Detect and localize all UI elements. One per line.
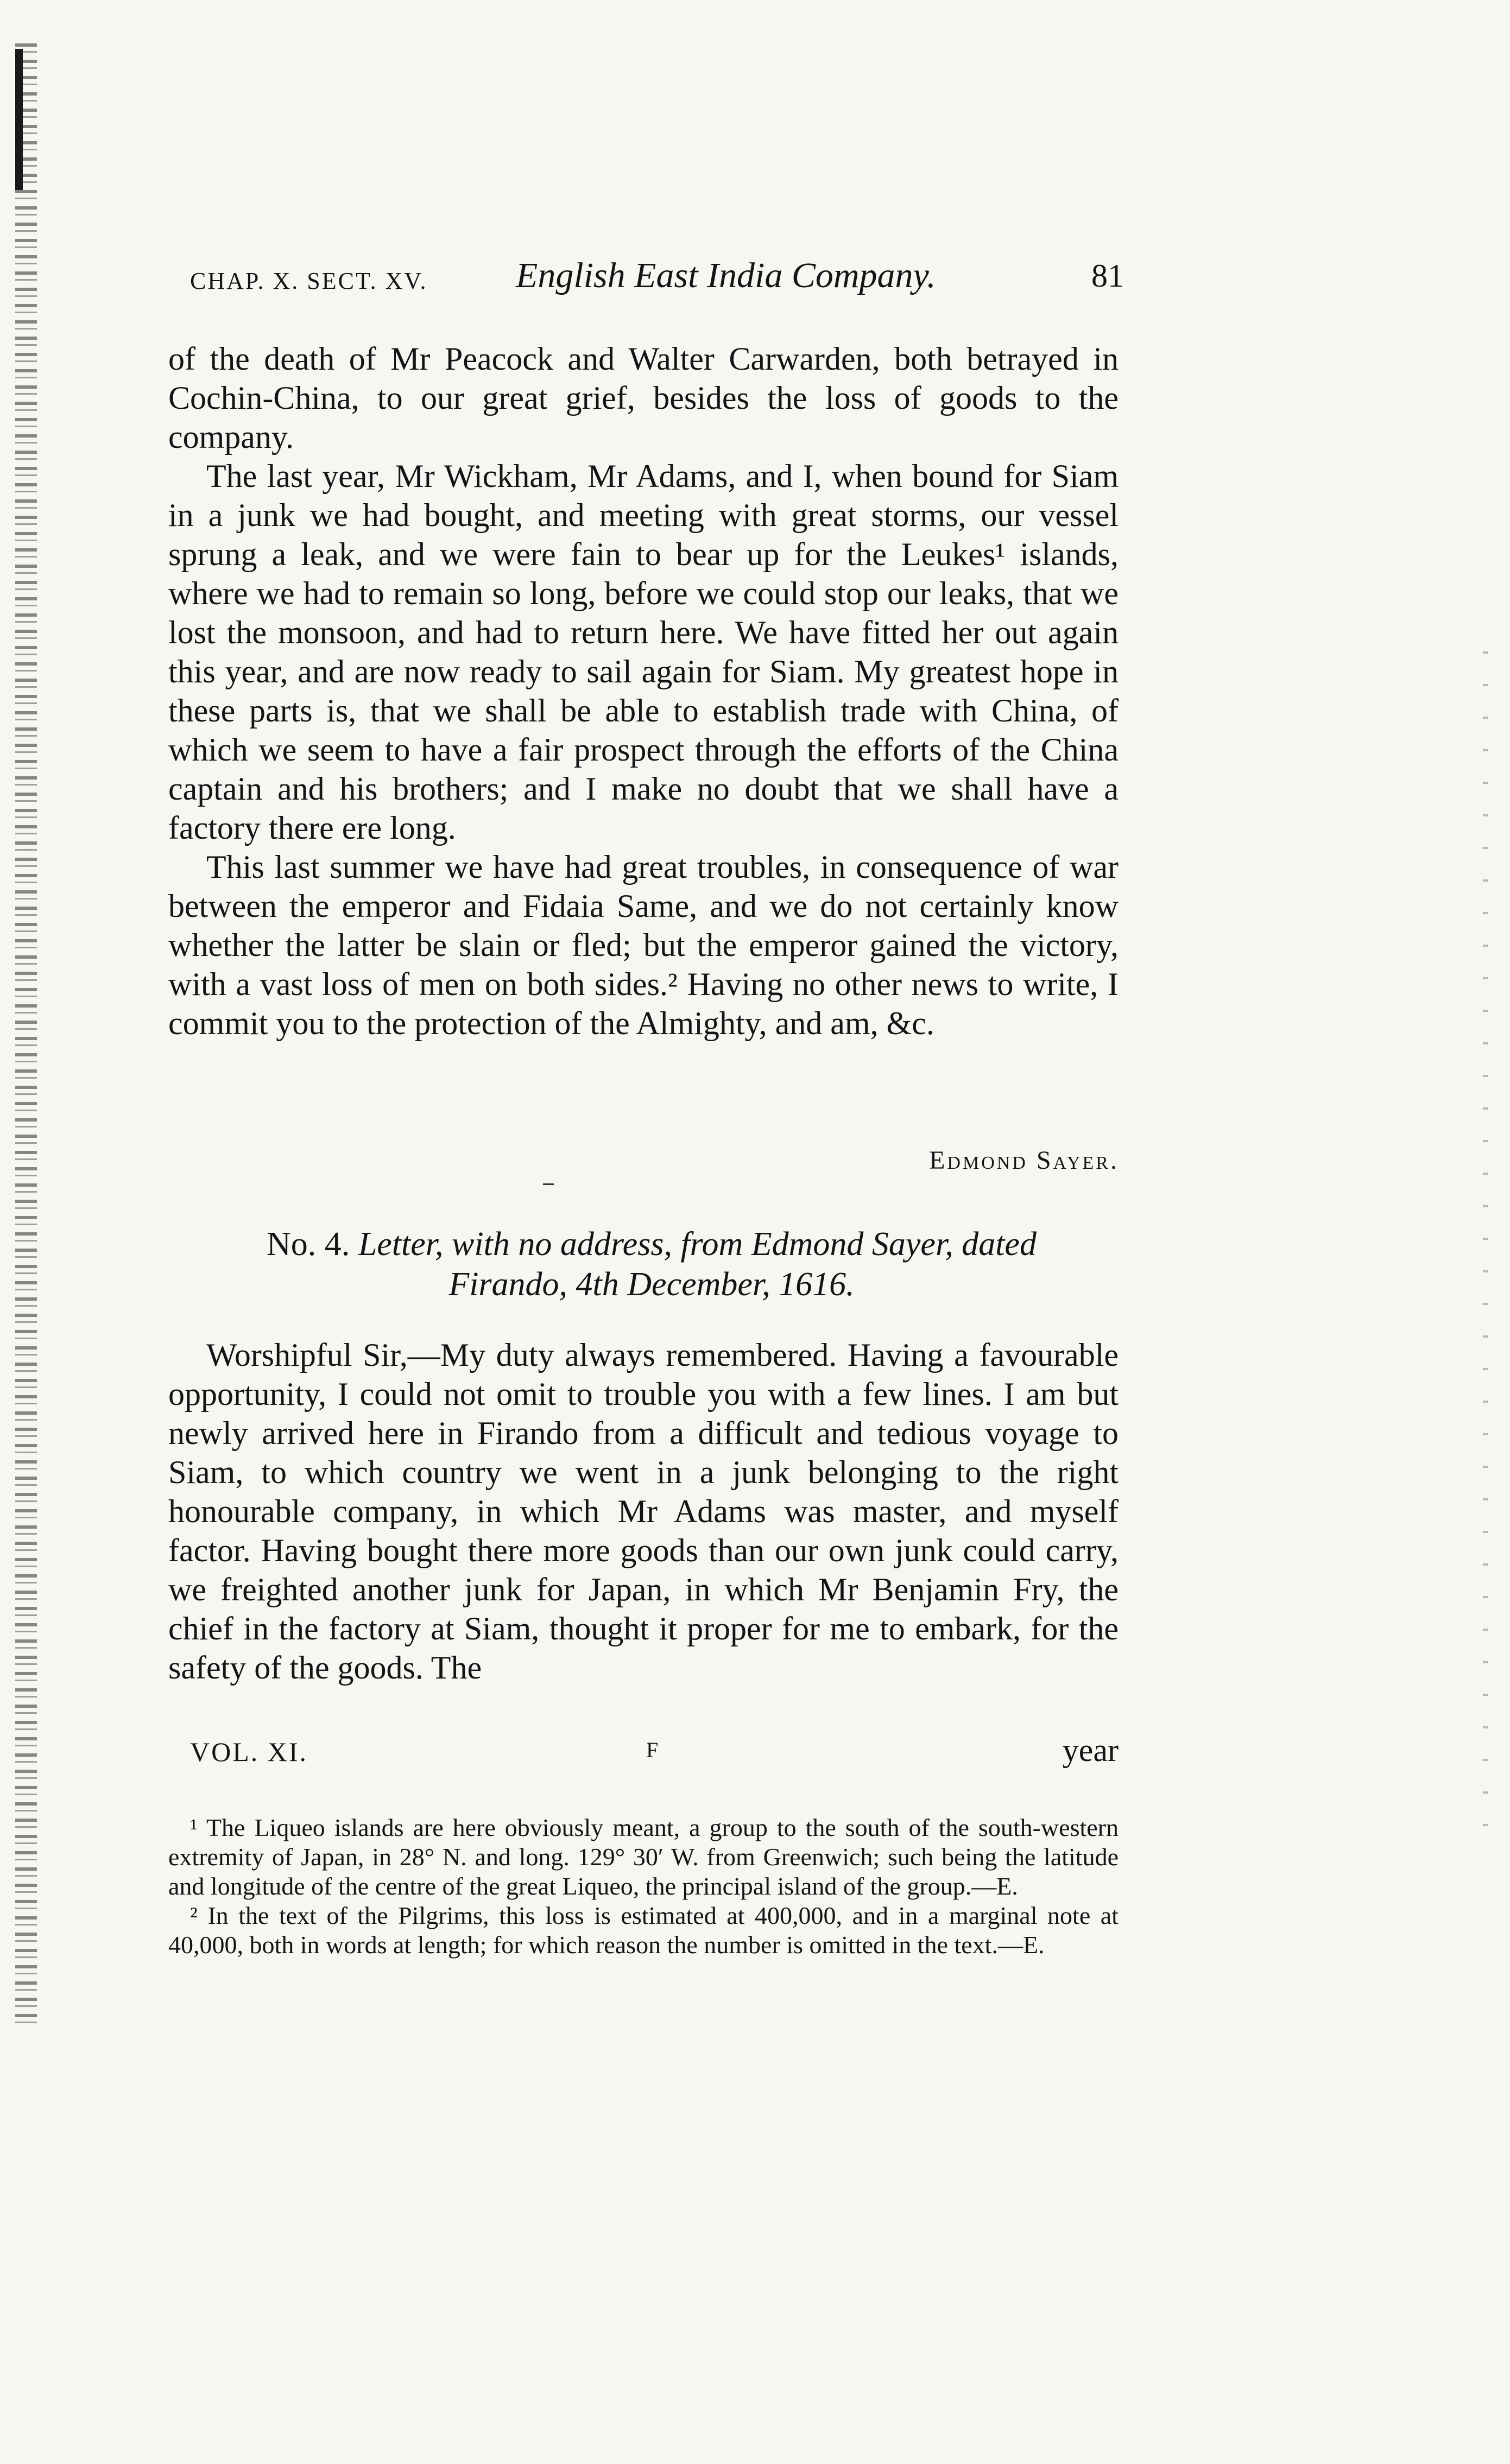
signature: Edmond Sayer. bbox=[929, 1146, 1119, 1175]
paragraph: of the death of Mr Peacock and Walter Carwarden, both betrayed in Cochin-China, to our great grief, besides the loss of goods to the company. bbox=[168, 341, 1119, 455]
letter-3-body bbox=[168, 339, 1119, 1043]
chapter-section: CHAP. X. SECT. XV. bbox=[190, 268, 428, 294]
letter-4-body bbox=[168, 1335, 1119, 1687]
footnotes bbox=[168, 1813, 1119, 1960]
footnote: ¹ The Liqueo islands are here obviously meant, a group to the south of the south-western extremity of Japan, in 28° N. and long. 129° 30′ W. from Greenwich; such being the latitude and longitude of the centre of the great Liqueo, the principal island of the group.—E. bbox=[168, 1814, 1119, 1900]
heading-line-1: Letter, with no address, from Edmond Sayer, dated bbox=[358, 1226, 1037, 1263]
paragraph: The last year, Mr Wickham, Mr Adams, and I, when bound for Siam in a junk we had bought, and meeting with great storms, our vessel sprung a leak, and we were fain to bear up for the Leukes¹ islands, where we had to remain so long, before we could stop our leaks, that we lost the monsoon, and had to return here. We have fitted her out again this year, and are now ready to sail again for Siam. My greatest hope in these parts is, that we shall be able to establish trade with China, of which we seem to have a fair prospect through the efforts of the China captain and his brothers; and I make no doubt that we shall have a factory there ere long. bbox=[168, 458, 1119, 846]
running-header bbox=[190, 255, 1124, 304]
letter-heading bbox=[185, 1224, 1119, 1304]
scan-edge-right bbox=[1483, 651, 1488, 1846]
running-title: English East India Company. bbox=[516, 256, 936, 295]
heading-line-2: Firando, 4th December, 1616. bbox=[448, 1266, 855, 1303]
catchword: year bbox=[1062, 1732, 1119, 1768]
paragraph: This last summer we have had great troubles, in consequence of war between the emperor and Fidaia Same, and we do not certainly know whether the latter be slain or fled; but the emperor gained the victory, with a vast loss of men on both sides.² Having no other news to write, I commit you to the protection of the Almighty, and am, &c. bbox=[168, 849, 1119, 1041]
footnote: ² In the text of the Pilgrims, this loss is estimated at 400,000, and in a marginal note at 40,000, both in words at length; for which reason the number is omitted in the text.—E. bbox=[168, 1902, 1119, 1959]
divider bbox=[543, 1183, 554, 1185]
paragraph: Worshipful Sir,—My duty always remembered. Having a favourable opportunity, I could not omit to trouble you with a few lines. I am but newly arrived here in Firando from a difficult and tedious voyage to Siam, to which country we went in a junk belonging to the right honourable company, in which Mr Adams was master, and myself factor. Having bought there more goods than our own junk could carry, we freighted another junk for Japan, in which Mr Benjamin Fry, the chief in the factory at Siam, thought it proper for me to embark, for the safety of the goods. The bbox=[168, 1337, 1119, 1686]
page-footer bbox=[190, 1732, 1119, 1770]
scan-edge-bar bbox=[15, 49, 23, 190]
scan-edge-left bbox=[15, 43, 37, 2025]
signature-mark: F bbox=[646, 1738, 659, 1762]
volume-label: VOL. XI. bbox=[190, 1737, 308, 1767]
page-number: 81 bbox=[1091, 258, 1124, 294]
letter-number: No. 4. bbox=[267, 1226, 350, 1263]
